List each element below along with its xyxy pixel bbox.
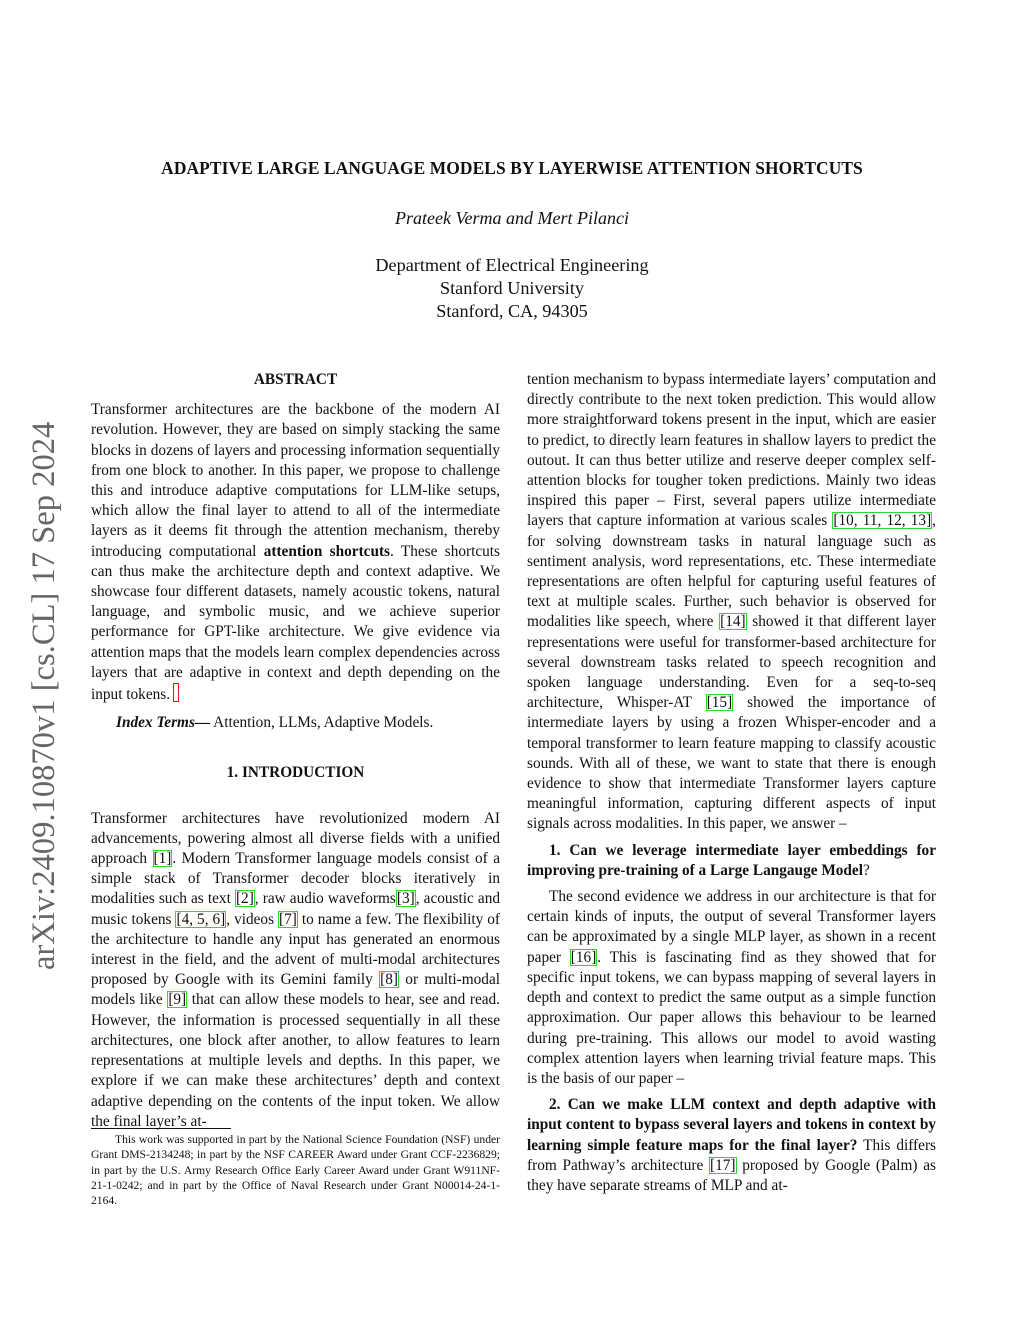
right-column [527,370,936,1196]
intro-text: , videos [226,910,279,928]
abstract-text [91,400,500,705]
index-terms-text: Attention, LLMs, Adaptive Models. [210,714,434,732]
intro-text: . Modern Transformer language models consist of a simple stack of Transformer decoder blocks iteratively in modalities such as text [91,850,500,908]
abstract-text-part: . These shortcuts can thus make the architecture depth and context adaptive. We showcase four different datasets, namely acoustic tokens, natural language, and symbolic music, and we achieve superior performance for GPT-like architecture. We give evidence via attention maps that the models learn complex dependencies across layers that are adaptive in context and depth depending on the input tokens. [91,542,500,704]
research-question-text: 2. Can we make LLM context and depth adaptive with input content to bypass several layers and tokens in context by learning simple feature maps for the final layer? [527,1096,936,1154]
citation-link[interactable]: [1] [153,850,172,868]
abstract-bold-term: attention shortcuts [263,542,391,560]
arxiv-identifier: arXiv:2409.10870v1 [cs.CL] 17 Sep 2024 [26,421,62,970]
right-paragraph [527,887,936,1089]
intro-text: Transformer architectures have revolutionized modern AI advancements, powering almost all diverse fields with a unified approach [91,809,500,868]
body-text: , for solving downstream tasks in natural language such as sentiment analysis, word representations, etc. These intermediate representations are often helpful for capturing useful features of text at multiple scales. Further, such behavior is observed for modalities like speech, where [527,512,936,631]
footnote [91,1132,500,1208]
research-question-end: ? [862,861,870,879]
body-text: proposed by Google (Palm) as they have separate streams of MLP and at- [527,1156,936,1194]
citation-link[interactable]: [7] [279,910,297,928]
body-text: The second evidence we address in our architecture is that for certain kinds of inputs, the output of several Transformer layers can be approximated by a single MLP layer, as shown in a recent paper [527,888,936,966]
citation-link[interactable]: [14] [720,613,746,631]
citation-link[interactable]: [3] [396,890,415,908]
citation-link[interactable]: [9] [168,991,187,1009]
intro-text: to name a few. The flexibility of the architecture to handle any input has generated an enormous interest in the field, and the advent of multi-modal architectures proposed by Google with its Gemini family [91,910,500,989]
link-marker-icon[interactable] [173,683,179,702]
intro-text: or multi-modal models like [91,971,500,1009]
research-question-2 [527,1095,936,1196]
affiliation-line: Stanford University [440,278,584,298]
left-column [91,370,500,1132]
paper-title: ADAPTIVE LARGE LANGUAGE MODELS BY LAYERWISE ATTENTION SHORTCUTS [161,158,863,178]
intro-paragraph [91,809,500,1132]
intro-heading: 1. INTRODUCTION [226,764,365,782]
body-text: . This is fascinating find as they showed that for specific input tokens, we can bypass mapping of several layers in depth and context to predict the same output as a simple function approximation. Our paper allows this behaviour to be learned during pre-training. This allows our model to avoid wasting complex attention layers when learning trivial feature maps. This is the basis of our paper – [527,948,936,1087]
citation-link[interactable]: [16] [570,948,597,966]
intro-text: , acoustic and music tokens [91,890,500,928]
citation-link[interactable]: [4, 5, 6] [176,910,226,928]
affiliation-line: Department of Electrical Engineering [375,255,649,275]
right-paragraph [527,370,936,835]
body-text: This differs from Pathway’s architecture [527,1136,936,1174]
affiliation [0,254,1024,323]
research-question-1 [527,841,936,881]
abstract-text-part: Transformer architectures are the backbone of the modern AI revolution. However, they are based on simply stacking the same blocks in dozens of layers and processing information sequentially from one block to another. In this paper, we propose to challenge this and introduce adaptive computations for LLM-like setups, which allow the final layer to attend to all of the intermediate layers as it deems fit through the attention mechanism, thereby introducing computational [91,401,500,560]
citation-link[interactable]: [17] [710,1156,736,1174]
index-terms [91,713,500,733]
research-question-text: 1. Can we leverage intermediate layer embeddings for improving pre-training of a Large Langauge Model [527,841,936,879]
abstract-heading: ABSTRACT [253,371,338,388]
citation-link[interactable]: [10, 11, 12, 13] [833,512,932,530]
citation-link[interactable]: [2] [235,890,254,908]
citation-link[interactable]: [8] [380,971,398,989]
intro-text: that can allow these models to hear, see and read. However, the information is processed sequentially in all these architectures, one block after another, to allow features to learn representations at multiple levels and depths. In this paper, we explore if we can make these architectures’ depth and context adaptive depending on the contents of the input token. We allow the final layer’s at- [91,991,500,1130]
footnote-divider [91,1128,231,1129]
body-text: showed the importance of intermediate layers by using a frozen Whisper-encoder and a temporal transformer to learn feature mapping to classify acoustic sounds. With all of these, we want to state that there is enough evidence to show that intermediate Transformer layers capture meaningful information, capturing different aspects of input signals across modalities. In this paper, we answer – [527,694,936,833]
body-text: tention mechanism to bypass intermediate layers’ computation and directly contribute to the next token prediction. This would allow more straightforward tokens present in the input, which are easier to predict, to directly learn features in shallow layers to predict the outout. It can thus better utilize and reserve deeper complex self-attention blocks for tougher token predictions. Mainly two ideas inspired this paper – First, several papers utilize intermediate layers that capture information at various scales [527,371,936,530]
affiliation-line: Stanford, CA, 94305 [436,301,588,321]
body-text: showed it that different layer representations were useful for transformer-based architecture for several downstream tasks related to speech recognition and spoken language understanding. Even for a seq-to-seq architecture, Whisper-AT [527,613,936,712]
authors: Prateek Verma and Mert Pilanci [395,208,629,228]
intro-text: , raw audio waveforms [254,890,396,908]
index-terms-label: Index Terms— [116,714,211,732]
citation-link[interactable]: [15] [706,694,733,712]
footnote-text: This work was supported in part by the National Science Foundation (NSF) under Grant DMS-2134248; in part by the NSF CAREER Award under Grant CCF-2236829; in part by the U.S. Army Research Office Early Career Award under Grant W911NF-21-1-0242; and in part by the Office of Naval Research under Grant N00014-24-1-2164. [91,1133,500,1208]
